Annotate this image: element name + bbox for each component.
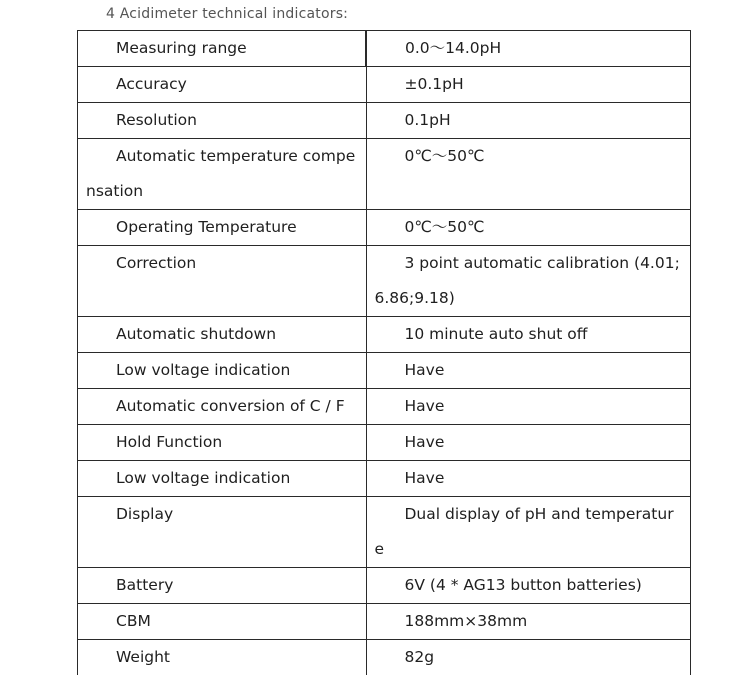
spec-value: Dual display of pH and temperature [366,497,691,568]
spec-value: 0℃～50℃ [366,210,691,246]
table-row [78,353,691,389]
spec-label: Resolution [78,103,367,139]
spec-value: Have [366,461,691,497]
spec-label: Automatic shutdown [78,317,367,353]
table-row [78,317,691,353]
table-row [78,461,691,497]
spec-label: Weight [78,640,367,676]
spec-label: CBM [78,604,367,640]
table-row [78,246,691,317]
table-row [78,103,691,139]
table-row [78,210,691,246]
spec-label: Correction [78,246,367,317]
table-row [78,425,691,461]
spec-label: Accuracy [78,67,367,103]
table-row [78,604,691,640]
spec-label: Low voltage indication [78,461,367,497]
spec-label: Display [78,497,367,568]
spec-label: Hold Function [78,425,367,461]
spec-label: Automatic temperature compensation [78,139,367,210]
spec-value: 0℃～50℃ [366,139,691,210]
spec-value: 0.1pH [366,103,691,139]
table-row [78,67,691,103]
spec-value: Have [366,425,691,461]
spec-value: 82g [366,640,691,676]
table-row [78,389,691,425]
spec-label: Measuring range [78,31,367,67]
spec-value: ±0.1pH [366,67,691,103]
spec-value: Have [366,389,691,425]
spec-value: 188mm×38mm [366,604,691,640]
table-row [78,568,691,604]
spec-value: 10 minute auto shut off [366,317,691,353]
section-heading: 4 Acidimeter technical indicators: [106,6,349,22]
spec-label: Battery [78,568,367,604]
spec-label: Operating Temperature [78,210,367,246]
spec-label: Low voltage indication [78,353,367,389]
table-row [78,31,691,67]
spec-value: 3 point automatic calibration (4.01; 6.86;9.18) [366,246,691,317]
spec-label: Automatic conversion of C / F [78,389,367,425]
spec-value: 0.0～14.0pH [366,31,691,67]
table-row [78,139,691,210]
spec-value: Have [366,353,691,389]
table-row [78,497,691,568]
spec-table [77,30,691,675]
table-row [78,640,691,676]
spec-value: 6V (4 * AG13 button batteries) [366,568,691,604]
